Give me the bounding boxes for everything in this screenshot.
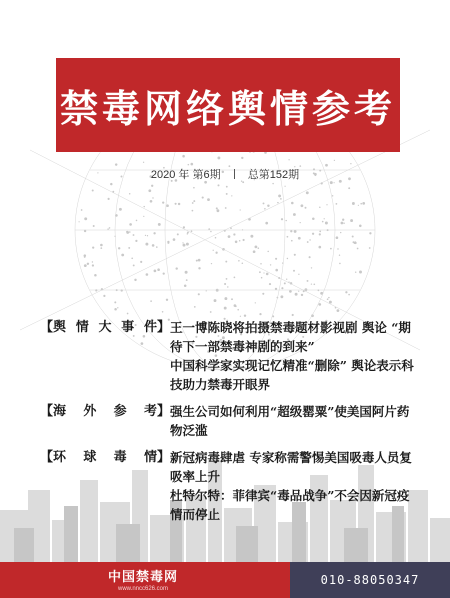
globe-dot: [226, 193, 228, 195]
globe-dot: [114, 301, 116, 303]
globe-dot: [242, 263, 244, 265]
globe-dot: [348, 294, 350, 296]
globe-dot: [260, 263, 262, 265]
toc-item[interactable]: 中国科学家实现记忆精准“删除” 舆论表示科技助力禁毒开眼界: [170, 358, 414, 392]
globe-dot: [339, 263, 341, 265]
globe-dot: [330, 248, 332, 250]
globe-dot: [84, 256, 86, 258]
bracket-open: 【: [40, 450, 54, 465]
globe-dot: [263, 202, 265, 204]
globe-dot: [92, 261, 93, 262]
globe-dot: [319, 233, 321, 235]
globe-dot: [135, 240, 137, 242]
globe-dot: [87, 263, 89, 265]
globe-dot: [192, 202, 194, 204]
globe-dot: [267, 205, 269, 207]
globe-dot: [269, 283, 271, 285]
globe-dot: [369, 247, 371, 249]
globe-dot: [325, 222, 328, 225]
globe-dot: [265, 222, 268, 225]
globe-dot: [100, 247, 102, 249]
globe-dot: [198, 293, 200, 295]
globe-dot: [342, 219, 344, 221]
globe-dot: [176, 267, 178, 269]
globe-dot: [286, 279, 287, 280]
section-label: 舆情大事件: [53, 320, 158, 335]
globe-dot: [270, 264, 271, 265]
globe-dot: [81, 209, 83, 211]
globe-dot: [208, 228, 210, 230]
table-of-contents: [40, 318, 420, 532]
toc-item[interactable]: 杜特尔特：菲律宾“毒品战争”不会因新冠疫情而停止: [170, 488, 410, 522]
globe-dot: [259, 271, 261, 273]
globe-dot: [117, 307, 118, 308]
globe-dot: [332, 195, 333, 196]
globe-dot: [92, 189, 94, 191]
globe-dot: [312, 233, 314, 235]
globe-dot: [277, 202, 279, 204]
globe-dot: [126, 231, 128, 233]
globe-dot: [226, 278, 228, 280]
globe-dot: [131, 257, 133, 259]
globe-dot: [293, 213, 296, 216]
globe-dot: [264, 208, 266, 210]
globe-dot: [340, 232, 341, 233]
globe-dot: [358, 205, 359, 206]
globe-dot: [234, 277, 236, 279]
globe-dot: [162, 201, 164, 203]
globe-dot: [250, 235, 253, 238]
globe-dot: [198, 267, 200, 269]
globe-dot: [227, 286, 228, 287]
globe-dot: [292, 314, 294, 316]
globe-dot: [328, 297, 329, 298]
globe-dot: [84, 217, 87, 220]
globe-dot: [336, 236, 339, 239]
globe-dot: [281, 218, 283, 220]
globe-dot: [369, 232, 371, 234]
globe-dot: [287, 236, 289, 238]
globe-dot: [184, 284, 187, 287]
globe-dot: [194, 306, 196, 308]
toc-item[interactable]: 王一博陈晓将拍摄禁毒题材影视剧 舆论 “期待下一部禁毒神剧的到来”: [170, 320, 411, 354]
globe-dot: [207, 198, 210, 201]
globe-dot: [134, 279, 136, 281]
globe-dot: [133, 264, 135, 266]
globe-dot: [311, 283, 312, 284]
globe-dot: [318, 246, 321, 249]
globe-dot: [156, 246, 158, 248]
globe-dot: [140, 261, 142, 263]
globe-dot: [228, 235, 231, 238]
globe-dot: [196, 260, 198, 262]
globe-dot: [150, 200, 153, 203]
globe-dot: [291, 240, 293, 242]
globe-dot: [329, 301, 332, 304]
masthead-banner: [56, 58, 400, 152]
globe-dot: [235, 241, 238, 244]
globe-dot: [357, 248, 359, 250]
globe-dot: [309, 239, 310, 240]
globe-dot: [237, 309, 239, 311]
issue-year: 2020 年: [150, 169, 190, 181]
globe-dot: [275, 288, 277, 290]
globe-dot: [216, 207, 218, 209]
globe-dot: [152, 244, 155, 247]
globe-dot: [341, 222, 344, 225]
globe-dot: [267, 251, 269, 253]
footer-contact-area: [290, 562, 450, 598]
globe-dot: [244, 314, 246, 316]
globe-dot: [186, 243, 189, 246]
globe-dot: [327, 298, 329, 300]
globe-dot: [294, 230, 297, 233]
globe-dot: [288, 159, 289, 160]
bracket-close: 】: [157, 320, 171, 335]
globe-dot: [290, 230, 292, 232]
bracket-open: 【: [40, 404, 54, 419]
globe-dot: [166, 299, 168, 301]
globe-dot: [182, 242, 183, 243]
globe-dot: [318, 289, 320, 291]
globe-dot: [311, 267, 312, 268]
globe-dot: [324, 218, 325, 219]
globe-dot: [163, 272, 165, 274]
globe-dot: [305, 207, 307, 209]
toc-item[interactable]: 强生公司如何利用“超级罂粟”使美国阿片药物泛滥: [170, 404, 410, 438]
globe-dot: [337, 309, 340, 312]
globe-dot: [293, 270, 295, 272]
globe-dot: [217, 156, 220, 159]
globe-dot: [210, 311, 212, 313]
globe-dot: [326, 204, 327, 205]
globe-dot: [84, 264, 87, 267]
bracket-close: 】: [157, 404, 171, 419]
globe-dot: [225, 207, 227, 209]
globe-dot: [143, 162, 144, 163]
globe-dot: [119, 208, 122, 211]
site-logo[interactable]: [108, 566, 178, 592]
globe-dot: [284, 282, 286, 284]
globe-dot: [157, 268, 160, 271]
toc-section-overseas: [40, 402, 420, 440]
globe-dot: [241, 157, 243, 159]
globe-dot: [151, 185, 153, 187]
globe-dot: [275, 258, 277, 260]
globe-dot: [154, 270, 157, 273]
globe-dot: [152, 197, 153, 198]
globe-dot: [334, 182, 335, 183]
globe-dot: [118, 247, 120, 249]
globe-dot: [348, 187, 350, 189]
globe-dot: [295, 293, 298, 296]
globe-dot: [193, 187, 195, 189]
globe-dot: [240, 316, 241, 317]
globe-dot: [202, 197, 204, 199]
logo-name: 中国禁毒网: [108, 570, 179, 585]
globe-dot: [352, 202, 355, 205]
toc-item[interactable]: 新冠病毒肆虐 专家称需警惕美国吸毒人员复吸率上升: [170, 450, 412, 484]
globe-dot: [233, 233, 235, 235]
globe-dot: [343, 222, 344, 223]
globe-dot: [275, 269, 278, 272]
globe-dot: [253, 250, 256, 253]
globe-dot: [183, 226, 185, 228]
globe-dot: [287, 258, 288, 259]
globe-dot: [300, 222, 301, 223]
globe-dot: [128, 247, 130, 249]
globe-dot: [109, 227, 111, 229]
globe-dot: [100, 244, 103, 247]
globe-dot: [360, 203, 362, 205]
globe-dot: [352, 235, 354, 237]
globe-dot: [121, 289, 123, 291]
globe-dot: [266, 273, 269, 276]
globe-dot: [193, 200, 195, 202]
logo-url: www.nncc626.com: [117, 586, 169, 592]
globe-dot: [281, 287, 283, 289]
globe-dot: [182, 155, 185, 158]
globe-dot: [78, 221, 79, 222]
bracket-open: 【: [40, 320, 54, 335]
globe-dot: [162, 311, 164, 313]
globe-dot: [145, 243, 148, 246]
globe-dot: [121, 254, 124, 257]
globe-dot: [255, 302, 256, 303]
globe-dot: [198, 259, 201, 262]
globe-dot: [235, 305, 237, 307]
globe-dot: [167, 241, 169, 243]
globe-dot: [129, 193, 131, 195]
issue-info: [0, 166, 450, 182]
globe-dot: [285, 220, 286, 221]
globe-dot: [239, 240, 241, 242]
globe-dot: [359, 271, 362, 274]
globe-dot: [304, 288, 307, 291]
globe-dot: [336, 203, 338, 205]
globe-dot: [354, 242, 357, 245]
globe-dot: [289, 290, 292, 293]
globe-dot: [312, 218, 315, 221]
globe-dot: [259, 313, 261, 315]
globe-dot: [158, 223, 161, 226]
globe-dot: [150, 300, 152, 302]
globe-dot: [243, 239, 245, 241]
globe-dot: [280, 198, 282, 200]
bracket-close: 】: [157, 450, 171, 465]
globe-dot: [215, 252, 217, 254]
globe-dot: [359, 225, 362, 228]
globe-dot: [262, 293, 264, 295]
globe-dot: [322, 221, 324, 223]
globe-dot: [191, 230, 193, 232]
globe-dot: [153, 232, 155, 234]
globe-dot: [291, 202, 294, 205]
section-label: 环球毒情: [53, 450, 158, 465]
globe-dot: [263, 272, 264, 273]
globe-dot: [306, 191, 309, 194]
globe-dot: [319, 206, 321, 208]
globe-dot: [143, 206, 144, 207]
globe-dot: [185, 271, 188, 274]
globe-dot: [350, 163, 351, 164]
globe-dot: [95, 289, 97, 291]
globe-dot: [143, 216, 144, 217]
globe-dot: [93, 225, 95, 227]
globe-dot: [261, 277, 263, 279]
footer-bar: [0, 562, 450, 598]
globe-dot: [337, 248, 338, 249]
globe-dot: [173, 238, 176, 241]
globe-dot: [350, 219, 353, 222]
issue-number: 第6期: [192, 169, 221, 181]
globe-dot: [217, 209, 220, 212]
issue-total: 总第152期: [247, 169, 300, 181]
globe-dot: [215, 237, 217, 239]
globe-dot: [166, 204, 169, 207]
globe-dot: [213, 250, 214, 251]
issue-divider: [234, 169, 235, 179]
globe-dot: [309, 256, 311, 258]
globe-dot: [307, 280, 309, 282]
globe-dot: [206, 290, 207, 291]
globe-dot: [129, 223, 132, 226]
section-label: 海外参考: [53, 404, 158, 419]
globe-dot: [231, 195, 232, 196]
globe-dot: [210, 231, 212, 233]
globe-dot: [92, 264, 94, 266]
globe-dot: [258, 247, 260, 249]
globe-dot: [224, 283, 226, 285]
globe-dot: [362, 202, 365, 205]
globe-dot: [92, 246, 94, 248]
globe-dot: [178, 203, 180, 205]
phone-number: 010-88050347: [320, 573, 420, 587]
globe-dot: [294, 254, 296, 256]
toc-section-global: [40, 448, 420, 524]
globe-dot: [225, 261, 227, 263]
globe-dot: [133, 234, 135, 236]
globe-dot: [192, 210, 194, 212]
globe-dot: [226, 186, 228, 188]
globe-dot: [334, 160, 335, 161]
globe-dot: [211, 263, 212, 264]
globe-dot: [148, 189, 151, 192]
globe-dot: [298, 291, 299, 292]
globe-dot: [129, 231, 131, 233]
globe-dot: [238, 260, 240, 262]
globe-dot: [110, 183, 112, 185]
globe-dot: [301, 204, 304, 207]
globe-dot: [108, 198, 110, 200]
globe-dot: [272, 183, 273, 184]
globe-dot: [187, 233, 188, 234]
globe-dot: [127, 313, 129, 315]
globe-dot: [298, 237, 301, 240]
globe-dot: [319, 231, 321, 233]
globe-dot: [255, 246, 258, 249]
globe-dot: [301, 294, 303, 296]
globe-dot: [355, 271, 356, 272]
globe-dot: [298, 274, 299, 275]
globe-dot: [145, 235, 146, 236]
globe-dot: [307, 241, 309, 243]
globe-dot: [224, 297, 227, 300]
globe-dot: [284, 186, 285, 187]
globe-dot: [339, 255, 340, 256]
masthead-title: 禁毒网络舆情参考: [59, 85, 396, 131]
globe-dot: [146, 273, 149, 276]
globe-dot: [103, 295, 105, 297]
globe-dot: [177, 233, 179, 235]
toc-section-events: [40, 318, 420, 394]
footer-brand-area: [0, 562, 290, 598]
globe-dot: [186, 279, 188, 281]
globe-dot: [214, 299, 217, 302]
globe-dot: [175, 203, 177, 205]
globe-dot: [345, 291, 347, 293]
globe-dot: [114, 308, 117, 311]
globe-dot: [231, 298, 233, 300]
globe-dot: [183, 244, 186, 247]
globe-dot: [94, 274, 97, 277]
globe-dot: [147, 235, 148, 236]
globe-dot: [313, 283, 315, 285]
globe-dot: [107, 228, 108, 229]
globe-dot: [240, 209, 241, 210]
globe-dot: [217, 184, 219, 186]
globe-dot: [278, 194, 281, 197]
globe-dot: [280, 295, 283, 298]
globe-dot: [224, 307, 227, 310]
globe-dot: [136, 220, 138, 222]
